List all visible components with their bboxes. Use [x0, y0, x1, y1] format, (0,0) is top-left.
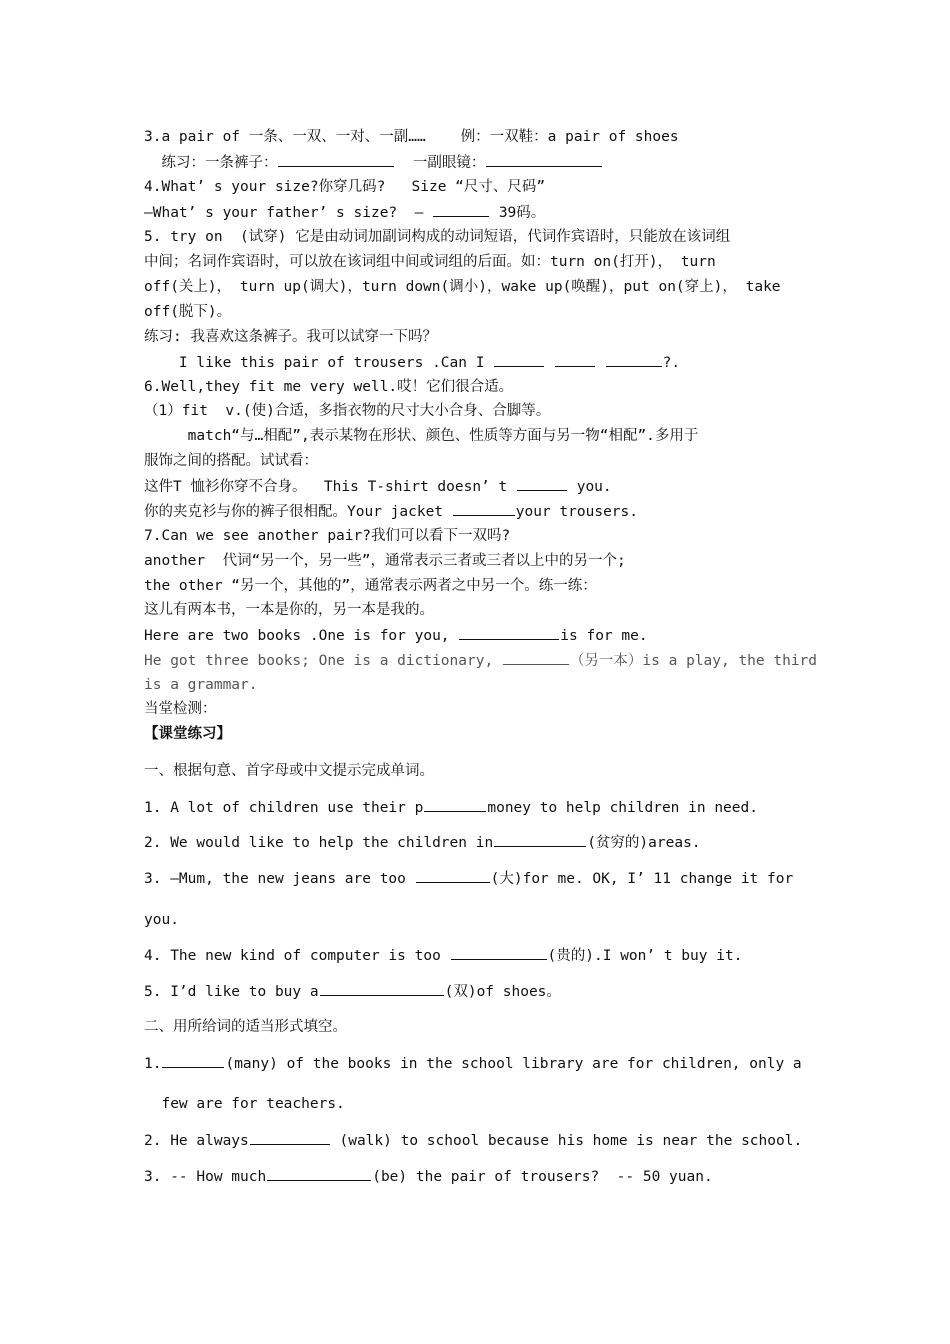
practice-try-on: 练习: 我喜欢这条裤子。我可以试穿一下吗？ — [144, 329, 437, 345]
father-size-line: —What’ s your father’ s size? — 39码。 — [144, 202, 824, 223]
blank-q1-1[interactable] — [424, 797, 486, 812]
blank-three-books[interactable] — [503, 650, 569, 665]
match-definition-2: 服饰之间的搭配。试试看： — [144, 453, 318, 469]
q1-3-cont: you. — [144, 912, 179, 928]
item-4-size: 4.What’ s your size?你穿几码? Size “尺寸、尺码” — [144, 179, 546, 195]
blank-try-2[interactable] — [555, 352, 595, 367]
q1-1: 1. A lot of children use their p money to help children in need. — [144, 797, 824, 818]
in-class-test-heading: 当堂检测： — [144, 701, 217, 717]
jacket-sentence: 你的夹克衫与你的裤子很相配。Your jacket your trousers. — [144, 501, 824, 522]
blank-two-books[interactable] — [459, 625, 559, 640]
blank-glasses[interactable] — [486, 152, 602, 167]
blank-father-size[interactable] — [433, 202, 489, 217]
three-books-en: He got three books; One is a dictionary, （另一本）is a play, the third — [144, 650, 824, 671]
q1-5: 5. I’d like to buy a (双)of shoes。 — [144, 981, 824, 1002]
blank-tshirt[interactable] — [517, 476, 567, 491]
another-definition: another 代词“另一个，另一些”，通常表示三者或三者以上中的另一个; — [144, 553, 626, 569]
q1-2: 2. We would like to help the children in (贫穷的)areas. — [144, 832, 824, 853]
item-6-fit: 6.Well,they fit me very well.哎！它们很合适。 — [144, 379, 514, 395]
blank-q2-3[interactable] — [267, 1166, 371, 1181]
class-practice-heading: 【课堂练习】 — [144, 726, 231, 742]
item-5-line-4: off(脱下)。 — [144, 304, 232, 320]
three-books-en-2: is a grammar. — [144, 677, 258, 693]
q2-2: 2. He always (walk) to school because his home is near the school. — [144, 1130, 824, 1151]
practice-pair-line: 练习：一条裤子： 一副眼镜： — [144, 152, 824, 173]
tshirt-sentence: 这件T 恤衫你穿不合身。 This T-shirt doesn’ t you. — [144, 476, 824, 497]
match-definition: match“与…相配”,表示某物在形状、颜色、性质等方面与另一物“相配”.多用于 — [144, 428, 699, 444]
blank-try-3[interactable] — [606, 352, 662, 367]
section-2-heading: 二、用所给词的适当形式填空。 — [144, 1019, 347, 1035]
q1-3: 3. —Mum, the new jeans are too (大)for me. OK, I’ 11 change it for — [144, 868, 824, 889]
two-books-en: Here are two books .One is for you, is for me. — [144, 625, 824, 646]
q2-1: 1. (many) of the books in the school library are for children, only a — [144, 1053, 824, 1074]
item-7-another: 7.Can we see another pair?我们可以看下一双吗? — [144, 528, 511, 544]
q1-4: 4. The new kind of computer is too (贵的).I won’ t buy it. — [144, 945, 824, 966]
fit-definition: （1）fit v.(使)合适，多指衣物的尺寸大小合身、合脚等。 — [144, 403, 551, 419]
try-on-sentence: I like this pair of trousers .Can I ?. — [144, 352, 824, 373]
item-3-a-pair-of: 3.a pair of 一条、一双、一对、一副…… 例：一双鞋：a pair of shoes — [144, 129, 679, 145]
q2-1-cont: few are for teachers. — [144, 1096, 345, 1112]
blank-trousers[interactable] — [278, 152, 394, 167]
two-books-cn: 这儿有两本书，一本是你的，另一本是我的。 — [144, 602, 434, 618]
item-5-line-3: off(关上)， turn up(调大)，turn down(调小)，wake up(唤醒)，put on(穿上)， take — [144, 279, 781, 295]
blank-q1-3[interactable] — [416, 868, 490, 883]
blank-q1-2[interactable] — [494, 832, 586, 847]
the-other-definition: the other “另一个，其他的”，通常表示两者之中另一个。练一练： — [144, 578, 597, 594]
blank-try-1[interactable] — [494, 352, 544, 367]
blank-q2-1[interactable] — [162, 1053, 224, 1068]
blank-q1-5[interactable] — [320, 981, 444, 996]
item-5-line-2: 中间；名词作宾语时，可以放在该词组中间或词组的后面。如：turn on(打开)， turn — [144, 254, 716, 270]
q2-3: 3. -- How much (be) the pair of trousers? -- 50 yuan. — [144, 1166, 824, 1187]
blank-q2-2[interactable] — [250, 1130, 330, 1145]
item-5-try-on: 5. try on (试穿) 它是由动词加副词构成的动词短语，代词作宾语时，只能放在该词组 — [144, 229, 731, 245]
blank-jacket[interactable] — [453, 501, 515, 516]
blank-q1-4[interactable] — [451, 945, 547, 960]
section-1-heading: 一、根据句意、首字母或中文提示完成单词。 — [144, 763, 434, 779]
